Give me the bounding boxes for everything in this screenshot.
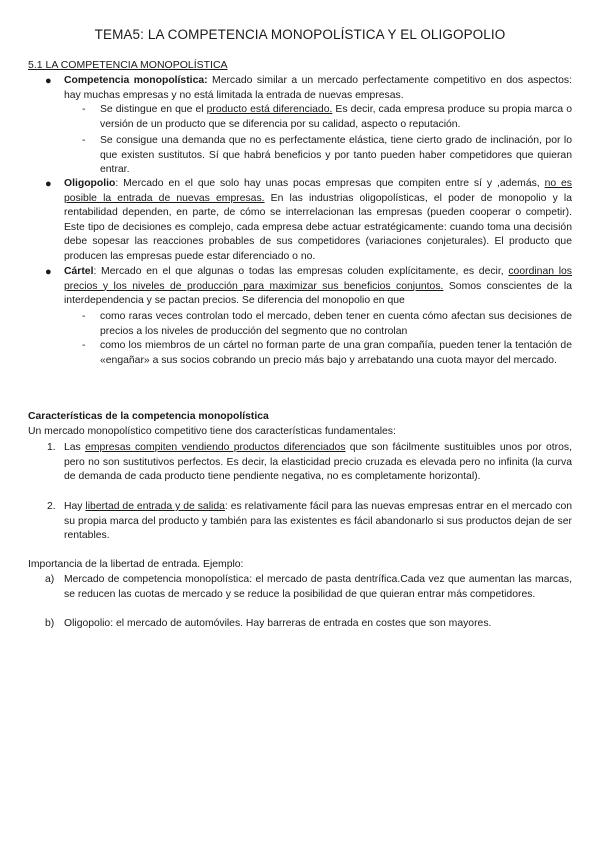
bullet-icon: ● <box>45 75 52 87</box>
underlined-text: coordinan los precios y los niveles de producción para maximizar sus beneficios conjuntos. <box>64 266 572 292</box>
bullet-oligopolio: Oligopolio: Mercado en el que solo hay unas pocas empresas que compiten entre sí y ,además, no es posible la entrada de nuevas empresas. En las industrias oligopolísticas, el poder de monopolio y la rentabilidad dependen, en parte, de cómo se interrelacionan las empresas (pueden cooperar o competir). Este tipo de decisiones es complejo, cada empresa debe actuar estratégicamente: cuando toma una decisión debe sopesar las reacciones probables de sus competidores (variaciones conjeturales). El producto que producen las empresas puede estar diferenciado o no. <box>64 178 572 262</box>
underlined-text: empresas compiten vendiendo productos diferenciados <box>85 442 346 453</box>
underlined-text: no es posible la entrada de nuevas empresas. <box>64 178 572 204</box>
page-title: TEMA5: LA COMPETENCIA MONOPOLÍSTICA Y EL OLIGOPOLIO <box>94 27 506 42</box>
bullet-icon: ● <box>45 178 52 190</box>
dash-icon: - <box>82 104 86 115</box>
term-cartel: Cártel <box>64 266 94 277</box>
list-letter: b) <box>45 618 55 629</box>
characteristic-1: Las empresas compiten vendiendo productos diferenciados que son fácilmente sustituibles unos por otros, pero no son sustitutivos perfectos. Es decir, la elasticidad precio cruzada es elevada pero no infinita (la curva de demanda de cada producto tiene pendiente negativa, no es completamente horizontal). <box>64 442 572 483</box>
bullet-cartel: Cártel: Mercado en el que algunas o todas las empresas coluden explícitamente, es decir, coordinan los precios y los niveles de producción para maximizar sus beneficios conjuntos. Somos conscientes de la interdependencia y se pactan precios. Se diferencia del monopolio en que <box>64 266 572 307</box>
underlined-text: producto está diferenciado. <box>206 104 333 115</box>
sub-bullet-control: como raras veces controlan todo el mercado, deben tener en cuenta cómo afectan sus decisiones de precios a los niveles de producción del segmento que no controlan <box>100 311 572 337</box>
list-number: 2. <box>47 501 56 512</box>
sub-bullet-engano: como los miembros de un cártel no forman parte de una gran compañía, pueden tener la tentación de «engañar» a sus socios cobrando un precio más bajo y arrebatando una cuota mayor del mercado. <box>100 340 572 366</box>
example-a: Mercado de competencia monopolística: el mercado de pasta dentrífica.Cada vez que aumentan las marcas, se reducen las cuotas de mercado y se reduce la posibilidad de que quieran entrar más competidores. <box>64 574 572 600</box>
example-b: Oligopolio: el mercado de automóviles. Hay barreras de entrada en costes que son mayores. <box>64 618 492 629</box>
importance-intro: Importancia de la libertad de entrada. Ejemplo: <box>28 559 244 570</box>
bullet-competencia: Competencia monopolística: Mercado similar a un mercado perfectamente competitivo en dos aspectos: hay muchas empresas y no está limitada la entrada de nuevas empresas. <box>64 75 572 101</box>
characteristics-intro: Un mercado monopolístico competitivo tiene dos características fundamentales: <box>28 426 396 437</box>
section-heading: 5.1 LA COMPETENCIA MONOPOLÍSTICA <box>28 59 228 71</box>
list-number: 1. <box>47 442 56 453</box>
underlined-text: libertad de entrada y de salida <box>85 501 225 512</box>
term-competencia: Competencia monopolística: <box>64 75 208 86</box>
list-letter: a) <box>45 574 55 585</box>
dash-icon: - <box>82 340 86 351</box>
bullet-icon: ● <box>45 266 52 278</box>
term-oligopolio: Oligopolio <box>64 178 116 189</box>
sub-bullet-demanda: Se consigue una demanda que no es perfectamente elástica, tiene cierto grado de inclinación, por lo que existen sustitutos. Sí que habrá beneficios y por tanto pueden haber competidores que quieran entrar. <box>100 135 572 176</box>
characteristics-heading: Características de la competencia monopolística <box>28 411 269 422</box>
sub-bullet-diferenciado: Se distingue en que el producto está diferenciado. Es decir, cada empresa produce su propia marca o versión de un producto que se diferencia por su calidad, aspecto o reputación. <box>100 104 572 130</box>
dash-icon: - <box>82 311 86 322</box>
characteristic-2: Hay libertad de entrada y de salida: es relativamente fácil para las nuevas empresas entrar en el mercado con su propia marca del producto y también para las existentes es fácil abandonarlo si sus productos dejan de ser rentables. <box>64 501 573 542</box>
dash-icon: - <box>82 135 86 146</box>
